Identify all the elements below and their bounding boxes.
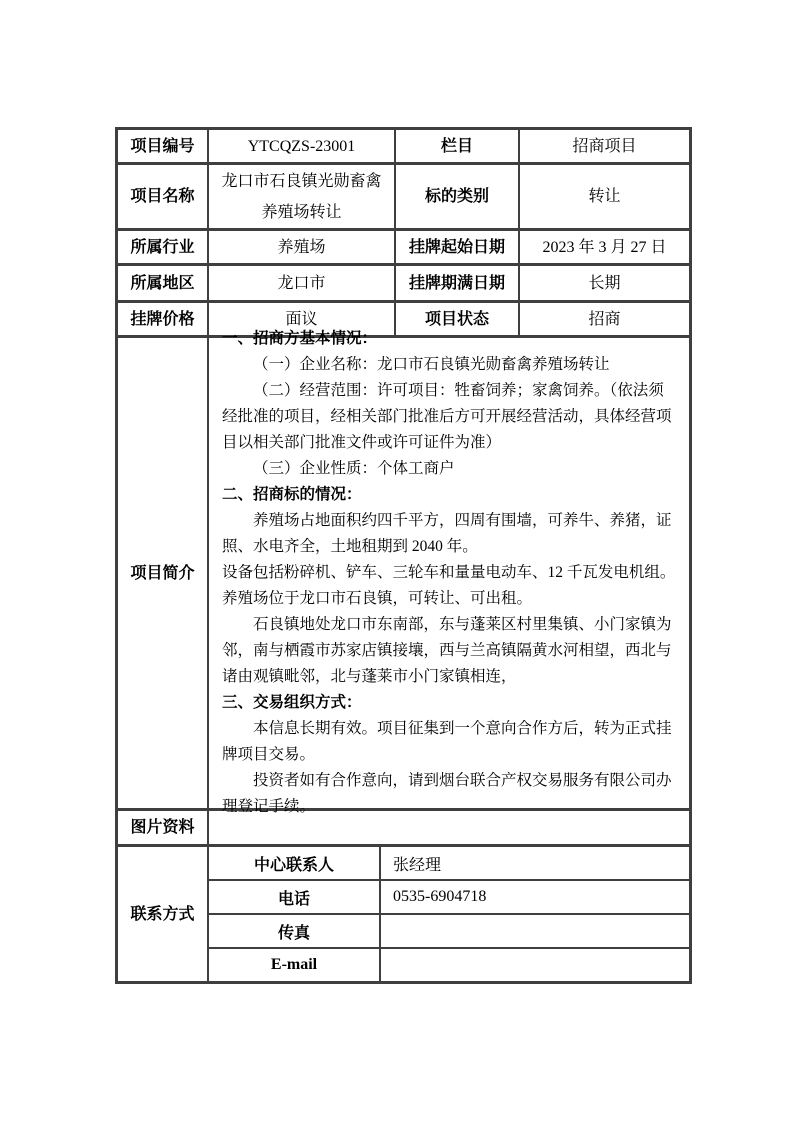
category-value: 招商项目 <box>572 137 637 155</box>
summary-paragraph: （一）企业名称：龙口市石良镇光勋畜禽养殖场转让 <box>253 356 610 373</box>
listing-expiry-date-label: 挂牌期满日期 <box>396 266 520 300</box>
contact-row-group <box>118 847 689 981</box>
category-label: 栏目 <box>396 130 520 162</box>
images-row <box>118 811 689 847</box>
summary-paragraph: 养殖场位于龙口市石良镇，可转让、可出租。 <box>222 590 533 607</box>
phone-value: 0535-6904718 <box>393 888 487 905</box>
listing-price-value: 面议 <box>209 303 396 335</box>
summary-paragraph: 设备包括粉碎机、铲车、三轮车和量量电动车、12 千瓦发电机组。 <box>222 564 676 581</box>
summary-paragraph: 一、招商方基本情况： <box>222 330 378 347</box>
image-material-value <box>209 811 689 844</box>
phone-field: 电话 <box>209 881 381 913</box>
region-value: 龙口市 <box>209 266 396 300</box>
listing-expiry-date-value: 长期 <box>588 274 621 292</box>
project-status-label: 项目状态 <box>396 303 520 335</box>
summary-paragraph: 二、招商标的情况： <box>222 486 362 503</box>
info-row <box>118 231 689 266</box>
info-row <box>118 266 689 303</box>
email-value <box>381 949 689 981</box>
image-material-label: 图片资料 <box>118 811 209 844</box>
summary-paragraph: 石良镇地处龙口市东南部，东与蓬莱区村里集镇、小门家镇为邻，南与栖霞市苏家店镇接壤，西与兰高镇隔黄水河相望，西北与诸由观镇毗邻，北与蓬莱市小门家镇相连， <box>222 616 672 685</box>
project-number-label: 项目编号 <box>118 130 209 162</box>
contact-person-value: 张经理 <box>393 856 442 874</box>
summary-paragraph: （三）企业性质：个体工商户 <box>253 460 455 477</box>
project-info-table <box>115 127 692 984</box>
industry-value: 养殖场 <box>209 231 396 263</box>
email-field: E-mail <box>209 949 381 981</box>
project-name-value: 龙口市石良镇光勋畜禽养殖场转让 <box>209 165 396 228</box>
summary-paragraph: 三、交易组织方式： <box>222 694 362 711</box>
contact-label: 联系方式 <box>118 847 209 981</box>
region-label: 所属地区 <box>118 266 209 300</box>
fax-value <box>381 915 689 947</box>
project-summary-content <box>209 330 689 815</box>
listing-price-label: 挂牌价格 <box>118 303 209 335</box>
fax-field: 传真 <box>209 915 381 947</box>
industry-label: 所属行业 <box>118 231 209 263</box>
contact-person-row <box>209 847 689 881</box>
listing-start-date-label: 挂牌起始日期 <box>396 231 520 263</box>
project-summary-label: 项目简介 <box>118 338 209 808</box>
project-number-value: YTCQZS-23001 <box>209 130 396 162</box>
fax-row <box>209 915 689 949</box>
summary-paragraph: 投资者如有合作意向，请到烟台联合产权交易服务有限公司办理登记手续。 <box>222 772 672 815</box>
contact-subtable <box>209 847 689 981</box>
subject-type-label: 标的类别 <box>396 165 520 228</box>
info-row <box>118 165 689 231</box>
phone-row <box>209 881 689 915</box>
contact-person-field: 中心联系人 <box>209 847 381 879</box>
listing-start-date-value: 2023 年 3 月 27 日 <box>542 238 667 256</box>
email-row <box>209 949 689 981</box>
summary-paragraph: 养殖场占地面积约四千平方，四周有围墙，可养牛、养猪，证照、水电齐全，土地租期到 2040 年。 <box>222 512 672 555</box>
project-status-value: 招商 <box>588 310 621 328</box>
summary-paragraph: 本信息长期有效。项目征集到一个意向合作方后，转为正式挂牌项目交易。 <box>222 720 672 763</box>
subject-type-value: 转让 <box>588 188 621 205</box>
project-name-label: 项目名称 <box>118 165 209 228</box>
summary-row <box>118 330 689 815</box>
info-row <box>118 130 689 165</box>
summary-paragraph: （二）经营范围：许可项目：牲畜饲养；家禽饲养。（依法须经批准的项目，经相关部门批准后方可开展经营活动，具体经营项目以相关部门批准文件或许可证件为准） <box>222 382 672 451</box>
